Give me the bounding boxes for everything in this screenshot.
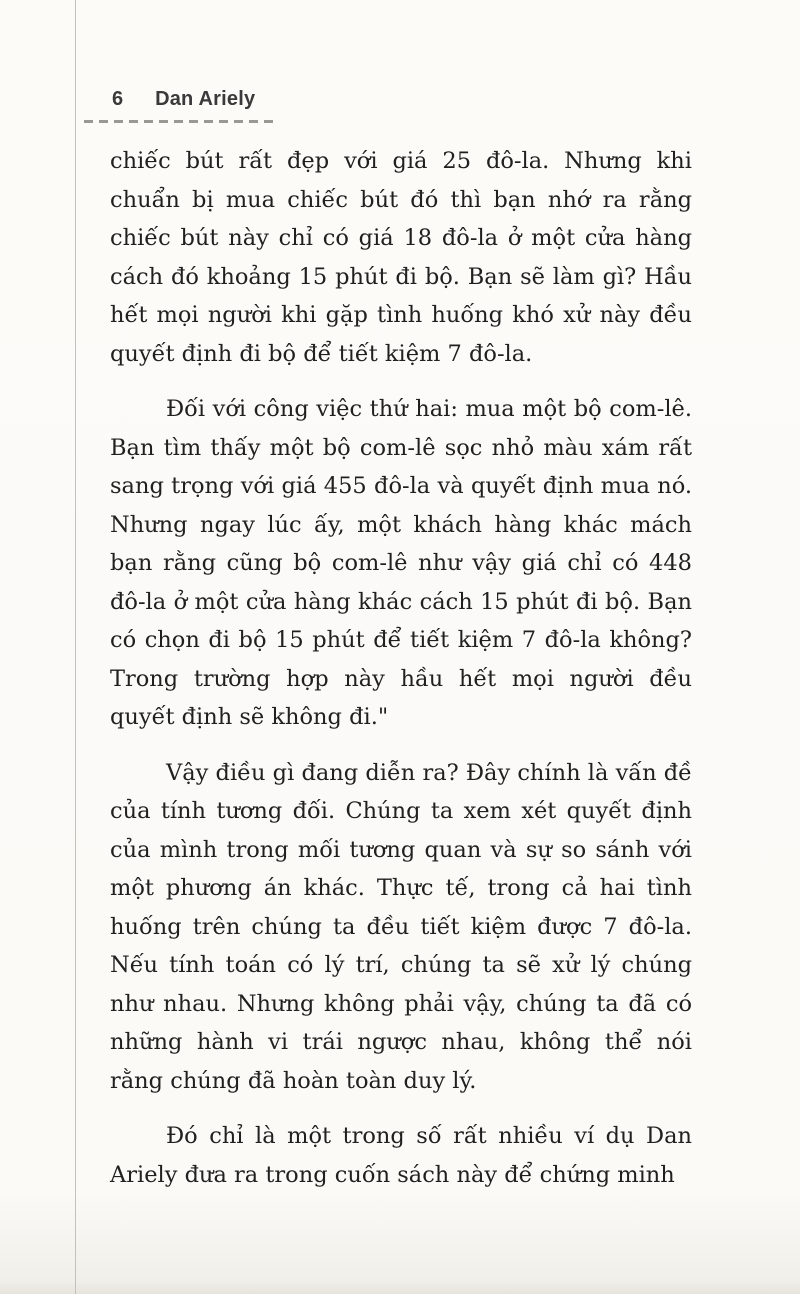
page-edge-line <box>75 0 76 1294</box>
paragraph: Vậy điều gì đang diễn ra? Đây chính là vấn đề của tính tương đối. Chúng ta xem xét quyết định của mình trong mối tương quan và sự so sánh với một phương án khác. Thực tế, trong cả hai tình huống trên chúng ta đều tiết kiệm được 7 đô-la. Nếu tính toán có lý trí, chúng ta sẽ xử lý chúng như nhau. Nhưng không phải vậy, chúng ta đã có những hành vi trái ngược nhau, không thể nói rằng chúng đã hoàn toàn duy lý. <box>110 759 692 1094</box>
running-header-text <box>0 88 800 111</box>
page-number: 6 <box>112 88 124 110</box>
running-header-title: Dan Ariely <box>155 88 256 110</box>
running-header <box>0 88 800 123</box>
paragraph: Đó chỉ là một trong số rất nhiều ví dụ Dan Ariely đưa ra trong cuốn sách này để chứng minh <box>110 1123 692 1188</box>
paragraph: Đối với công việc thứ hai: mua một bộ com-lê. Bạn tìm thấy một bộ com-lê sọc nhỏ màu xám rất sang trọng với giá 455 đô-la và quyết định mua nó. Nhưng ngay lúc ấy, một khách hàng khác mách bạn rằng cũng bộ com-lê như vậy giá chỉ có 448 đô-la ở một cửa hàng khác cách 15 phút đi bộ. Bạn có chọn đi bộ 15 phút để tiết kiệm 7 đô-la không? Trong trường hợp này hầu hết mọi người đều quyết định sẽ không đi." <box>110 396 692 730</box>
paragraph: chiếc bút rất đẹp với giá 25 đô-la. Nhưng khi chuẩn bị mua chiếc bút đó thì bạn nhớ ra rằng chiếc bút này chỉ có giá 18 đô-la ở một cửa hàng cách đó khoảng 15 phút đi bộ. Bạn sẽ làm gì? Hầu hết mọi người khi gặp tình huống khó xử này đều quyết định đi bộ để tiết kiệm 7 đô-la. <box>110 148 692 367</box>
page-body <box>110 142 692 1211</box>
header-dashed-rule <box>84 120 276 123</box>
